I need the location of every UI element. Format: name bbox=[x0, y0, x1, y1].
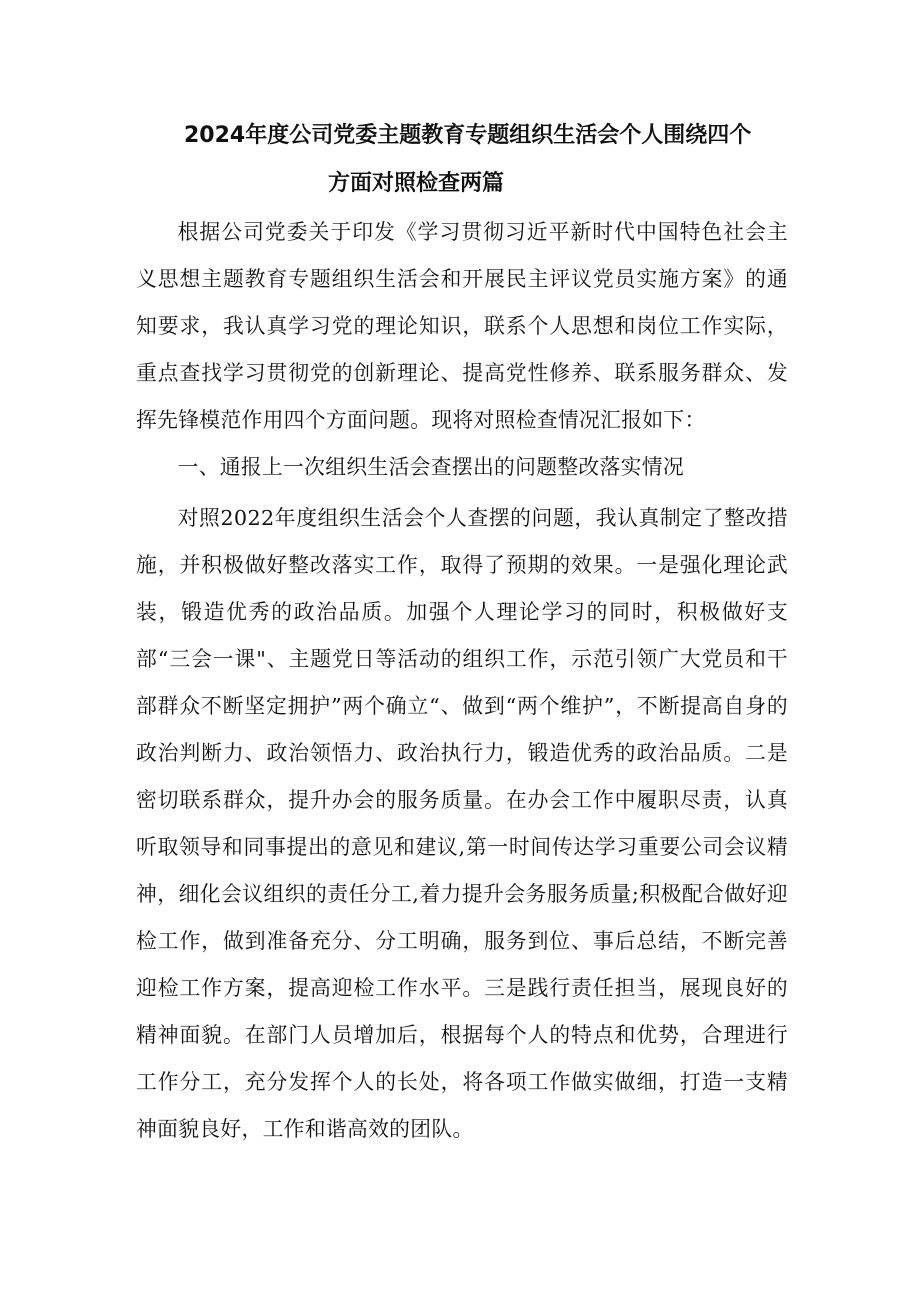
document-title-line-1: 2024年度公司党委主题教育专题组织生活会个人围绕四个 bbox=[184, 123, 752, 148]
section-heading-1: 一、通报上一次组织生活会查摆出的问题整改落实情况 bbox=[177, 455, 684, 479]
document-title-line-2: 方面对照检查两篇 bbox=[328, 171, 505, 196]
intro-paragraph: 根据公司党委关于印发《学习贯彻习近平新时代中国特色社会主义思想主题教育专题组织生活会和开展民主评议党员实施方案》的通知要求，我认真学习党的理论知识，联系个人思想和岗位工作实际，重点查找学习贯彻党的创新理论、提高党性修养、联系服务群众、发挥先锋模范作用四个方面问题。现将对照检查情况汇报如下： bbox=[136, 220, 788, 432]
section-1-paragraph: 对照2022年度组织生活会个人查摆的问题，我认真制定了整改措施，并积极做好整改落实工作，取得了预期的效果。一是强化理论武装，锻造优秀的政治品质。加强个人理论学习的同时，积极做好支部“三会一课"、主题党日等活动的组织工作，示范引领广大党员和干部群众不断坚定拥护”两个确立“、做到“两个维护”，不断提高自身的政治判断力、政治领悟力、政治执行力，锻造优秀的政治品质。二是密切联系群众，提升办会的服务质量。在办会工作中履职尽责，认真听取领导和同事提出的意见和建议,第一时间传达学习重要公司会议精神，细化会议组织的责任分工,着力提升会务服务质量;积极配合做好迎检工作，做到准备充分、分工明确，服务到位、事后总结，不断完善迎检工作方案，提高迎检工作水平。三是践行责任担当，展现良好的精神面貌。在部门人员增加后，根据每个人的特点和优势，合理进行工作分工，充分发挥个人的长处，将各项工作做实做细，打造一支精神面貌良好，工作和谐高效的团队。 bbox=[136, 506, 788, 1141]
